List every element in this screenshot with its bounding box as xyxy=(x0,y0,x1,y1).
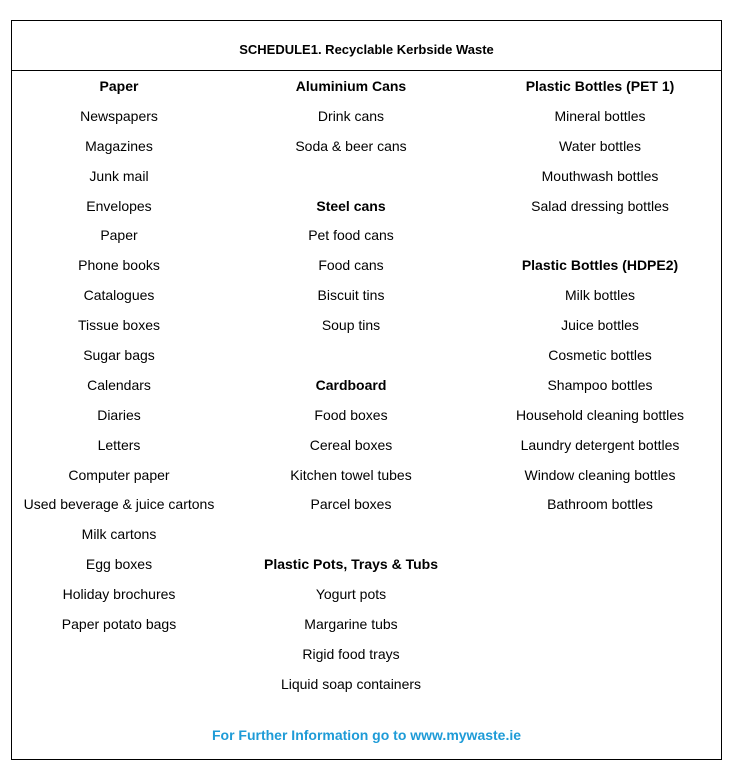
spacer xyxy=(241,520,461,550)
cardboard-item: Cereal boxes xyxy=(309,436,393,453)
hdpe-item: Milk bottles xyxy=(564,287,636,304)
cardboard-heading: Cardboard xyxy=(315,376,387,393)
paper-item: Holiday brochures xyxy=(62,586,176,603)
hdpe-item: Shampoo bottles xyxy=(547,376,653,393)
paper-item: Newspapers xyxy=(80,107,158,124)
paper-item: Junk mail xyxy=(89,167,149,184)
cans-cardboard-column xyxy=(241,72,461,700)
plastic-pots-item: Rigid food trays xyxy=(302,645,400,662)
title-divider xyxy=(12,70,721,71)
schedule-title: SCHEDULE1. Recyclable Kerbside Waste xyxy=(239,42,494,57)
hdpe-item: Window cleaning bottles xyxy=(524,466,676,483)
paper-item: Sugar bags xyxy=(83,347,155,364)
paper-item: Paper xyxy=(100,227,138,244)
cardboard-item: Food boxes xyxy=(314,406,388,423)
further-information-link[interactable]: For Further Information go to www.mywaste.ie xyxy=(211,727,522,743)
pet-item: Salad dressing bottles xyxy=(531,197,669,214)
steel-item: Biscuit tins xyxy=(317,287,385,304)
hdpe-item: Bathroom bottles xyxy=(547,496,653,513)
steel-item: Pet food cans xyxy=(308,227,394,244)
plastic-pots-heading: Plastic Pots, Trays & Tubs xyxy=(263,556,439,573)
hdpe-bottles-heading: Plastic Bottles (HDPE2) xyxy=(521,257,679,274)
paper-item: Tissue boxes xyxy=(78,317,160,334)
paper-item: Milk cartons xyxy=(81,526,157,543)
cardboard-item: Parcel boxes xyxy=(310,496,392,513)
steel-item: Food cans xyxy=(318,257,384,274)
paper-item: Magazines xyxy=(85,137,153,154)
pet-bottles-heading: Plastic Bottles (PET 1) xyxy=(525,78,675,94)
steel-cans-heading: Steel cans xyxy=(316,197,386,214)
pet-item: Mouthwash bottles xyxy=(541,167,659,184)
aluminium-item: Soda & beer cans xyxy=(295,137,407,154)
cardboard-item: Kitchen towel tubes xyxy=(290,466,412,483)
paper-item: Used beverage & juice cartons xyxy=(23,496,215,513)
hdpe-item: Juice bottles xyxy=(561,317,639,334)
plastic-pots-item: Liquid soap containers xyxy=(280,675,422,692)
aluminium-item: Drink cans xyxy=(317,107,385,124)
paper-item: Computer paper xyxy=(68,466,170,483)
plastic-bottles-column xyxy=(503,72,697,520)
hdpe-item: Household cleaning bottles xyxy=(515,406,685,423)
pet-item: Water bottles xyxy=(559,137,641,154)
hdpe-item: Laundry detergent bottles xyxy=(520,436,680,453)
paper-item: Diaries xyxy=(97,406,141,423)
hdpe-item: Cosmetic bottles xyxy=(548,347,652,364)
paper-item: Calendars xyxy=(87,376,151,393)
plastic-pots-item: Margarine tubs xyxy=(304,616,398,633)
paper-heading: Paper xyxy=(99,78,139,94)
paper-column xyxy=(12,72,226,640)
plastic-pots-item: Yogurt pots xyxy=(315,586,387,603)
paper-item: Paper potato bags xyxy=(61,616,177,633)
paper-item: Catalogues xyxy=(83,287,155,304)
spacer xyxy=(241,162,461,192)
paper-item: Letters xyxy=(97,436,141,453)
spacer xyxy=(503,221,697,251)
steel-item: Soup tins xyxy=(321,317,381,334)
paper-item: Egg boxes xyxy=(85,556,153,573)
paper-item: Phone books xyxy=(78,257,160,274)
schedule-table xyxy=(11,20,722,760)
spacer xyxy=(241,341,461,371)
aluminium-cans-heading: Aluminium Cans xyxy=(295,78,407,94)
pet-item: Mineral bottles xyxy=(554,107,646,124)
paper-item: Envelopes xyxy=(86,197,152,214)
